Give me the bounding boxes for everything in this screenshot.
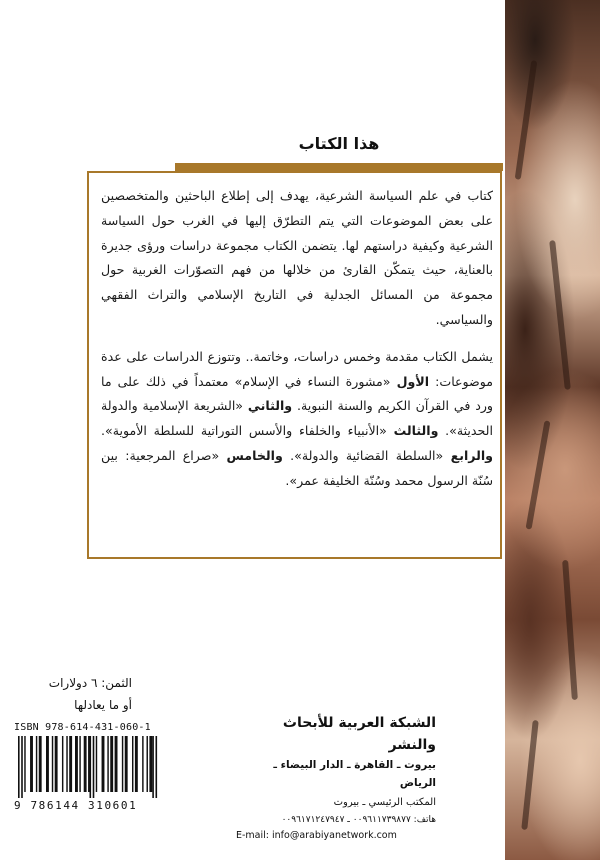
barcode-guard-bar (18, 736, 20, 798)
barcode-bar (110, 736, 113, 792)
barcode-bar (84, 736, 87, 792)
barcode-bar (125, 736, 128, 792)
description-paragraph-2 (101, 345, 493, 494)
barcode-guard-bar (21, 736, 23, 798)
barcode-bar (88, 736, 89, 792)
isbn-label: ISBN 978-614-431-060-1 (14, 722, 151, 733)
barcode-bar (52, 736, 53, 792)
barcode-block (14, 722, 214, 822)
barcode-bar (122, 736, 123, 792)
barcode-number: 9 786144 310601 (14, 799, 138, 812)
barcode-guard-bar (93, 736, 95, 798)
publisher-cities: بيروت ـ القاهرة ـ الدار البيضاء ـ الرياض (273, 759, 436, 789)
p2-third-label: والثالث (393, 423, 439, 439)
barcode-bar (102, 736, 105, 792)
p2-fifth-label: والخامس (226, 447, 283, 463)
barcode-bar (30, 736, 33, 792)
barcode-bar (132, 736, 133, 792)
section-title: هذا الكتاب (298, 134, 380, 153)
cover-painting (505, 0, 600, 860)
barcode-bar (69, 736, 72, 792)
barcode-guard-bar (156, 736, 158, 798)
p2-first-text: «مشورة النساء في الإسلام» معتمداً في ذلك على ما ورد في القرآن الكريم والسنة النبوية. (101, 373, 493, 414)
barcode-bar (55, 736, 58, 792)
p2-intro: يشمل الكتاب مقدمة وخمس دراسات، وخاتمة.. وتتوزع الدراسات على عدة موضوعات: (101, 348, 493, 389)
barcode-bar (62, 736, 63, 792)
publisher-email: E-mail: info@arabiyanetwork.com (236, 830, 397, 841)
barcode-bar (96, 736, 97, 792)
p2-second-label: والثاني (247, 398, 293, 414)
p2-second-text: «الشريعة الإسلامية والدولة الحديثة». (101, 398, 493, 439)
barcode-bar (24, 736, 25, 792)
p2-fourth-label: والرابع (450, 447, 493, 463)
title-underline-bar (175, 163, 503, 171)
barcode-bar (149, 736, 152, 792)
description-text (101, 184, 493, 506)
p2-third-text: «الأنبياء والخلفاء والأسس التوراتية للسلطة الأموية». (101, 423, 387, 439)
barcode-image (14, 736, 210, 798)
barcode-bar (36, 736, 37, 792)
publisher-office: المكتب الرئيسي ـ بيروت (333, 797, 436, 808)
barcode-bar (142, 736, 143, 792)
barcode-guard-bar (152, 736, 154, 798)
barcode-bar (135, 736, 138, 792)
publisher-name: الشبكة العربية للأبحاث والنشر (282, 715, 436, 753)
publisher-block (236, 712, 436, 844)
barcode-bar (107, 736, 108, 792)
barcode-bar (39, 736, 42, 792)
barcode-bar (115, 736, 118, 792)
p2-first-label: الأول (396, 373, 430, 389)
barcode-bar (75, 736, 78, 792)
barcode-guard-bar (90, 736, 92, 798)
price-line: الثمن: ٦ دولارات (48, 676, 132, 690)
p2-fourth-text: «السلطة القضائية والدولة». (290, 447, 444, 463)
price-equivalent-line: أو ما يعادلها (74, 698, 132, 712)
description-paragraph-1: كتاب في علم السياسة الشرعية، يهدف إلى إطلاع الباحثين والمتخصصين على بعض الموضوعات التي يتم التطرّق إليها في الغرب حول السياسة الشرعية وكيفية دراستهم لها. يتضمن الكتاب مجموعة دراسات ورؤى جديرة بالعناية، حيث يتمكّن القارئ من خلالها من فهم التصوّرات الغربية حول مجموعة من المسائل الجدلية في التاريخ الإسلامي والتراث الفقهي والسياسي. (101, 188, 493, 327)
barcode-bar (46, 736, 49, 792)
barcode-bar (79, 736, 80, 792)
price-block (22, 672, 132, 716)
barcode-bar (147, 736, 148, 792)
p2-fifth-text: «صراع المرجعية: بين سُنّة الرسول محمد وسُنّة الخليفة عمر». (101, 447, 493, 488)
barcode-bar (66, 736, 67, 792)
publisher-phone: هاتف: ٠٠٩٦١١٧٣٩٨٧٧ ـ ٠٠٩٦١٧١٢٤٧٩٤٧ (281, 815, 436, 825)
